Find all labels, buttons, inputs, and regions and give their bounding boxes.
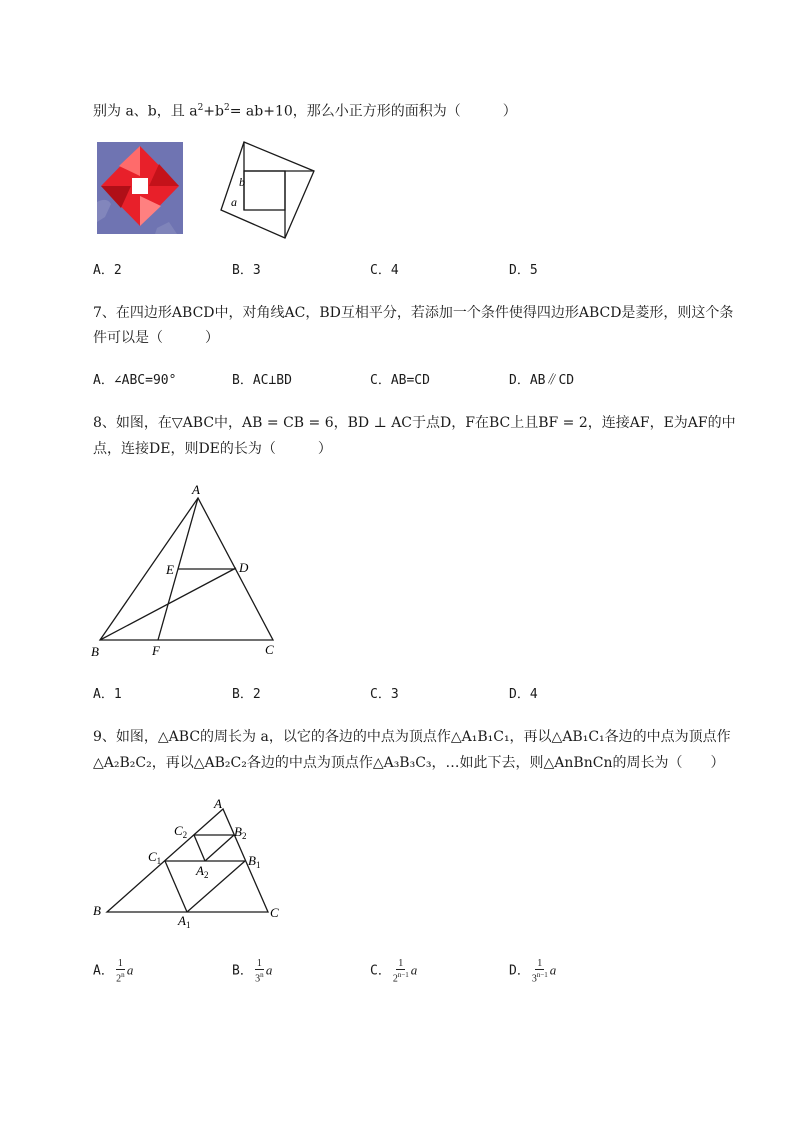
q8-option-c[interactable]: C．3: [370, 687, 399, 702]
q8-stem-line2: 点，连接DE，则DE的长为（ ）: [93, 441, 332, 457]
fraction: $\frac{1}{3^{n-1}}$: [531, 958, 548, 985]
q7-stem-line2: 件可以是（ ）: [93, 330, 219, 346]
q9-label-c1: $C_1$: [148, 849, 162, 866]
q8-stem-line1: 8、如图，在▽ABC中，AB = CB = 6，BD ⊥ AC于点D，F在BC上且BF = 2，连接AF，E为AF的中: [93, 415, 736, 431]
pinwheel-image: [97, 142, 183, 234]
q9-option-a[interactable]: A． $\frac{1}{2^n}$ a: [93, 958, 134, 985]
label-b: b: [239, 175, 245, 189]
fraction: $\frac{1}{2^{n-1}}$: [392, 958, 409, 985]
q9-label-b2: $B_2$: [234, 824, 247, 841]
q9-triangle-figure: [90, 795, 290, 935]
q9-stem-line2: △A₂B₂C₂，再以△AB₂C₂各边的中点为顶点作△A₃B₃C₃，…如此下去，则△AnBnCn的周长为（ ）: [93, 755, 725, 771]
q8-label-a: A: [192, 482, 200, 497]
q7-option-d[interactable]: D．AB∥CD: [509, 373, 575, 388]
q7-option-b[interactable]: B．AC⊥BD: [232, 373, 292, 388]
q6-option-c[interactable]: C．4: [370, 263, 399, 278]
q9-label-a1: $A_1$: [178, 913, 191, 930]
q9-label-c2: $C_2$: [174, 823, 188, 840]
q8-label-f: F: [152, 643, 160, 658]
q8-option-b[interactable]: B．2: [232, 687, 261, 702]
q8-label-c: C: [265, 642, 274, 657]
q9-label-a2: $A_2$: [196, 863, 209, 880]
q9-label-c: C: [270, 905, 279, 920]
q8-option-d[interactable]: D．4: [509, 687, 538, 702]
q9-label-b1: $B_1$: [248, 853, 261, 870]
q6-option-d[interactable]: D．5: [509, 263, 538, 278]
q6-stem: 别为 a、b，且 $a^2+b^2= ab+10$，那么小正方形的面积为（ ）: [93, 103, 517, 120]
q9-stem-line1: 9、如图，△ABC的周长为 a，以它的各边的中点为顶点作△A₁B₁C₁，再以△AB₁C₁各边的中点为顶点作: [93, 729, 731, 745]
q9-option-d[interactable]: D． $\frac{1}{3^{n-1}}$ a: [509, 958, 557, 985]
q9-label-a: A: [214, 796, 222, 811]
square-figure: [218, 140, 318, 240]
q9-option-c[interactable]: C． $\frac{1}{2^{n-1}}$ a: [370, 958, 418, 985]
q7-option-c[interactable]: C．AB=CD: [370, 373, 430, 388]
q6-option-a[interactable]: A．2: [93, 263, 122, 278]
q8-label-d: D: [239, 560, 249, 575]
q8-label-e: E: [166, 562, 174, 577]
q7-stem-line1: 7、在四边形ABCD中，对角线AC，BD互相平分，若添加一个条件使得四边形ABCD是菱形，则这个条: [93, 305, 734, 321]
q8-option-a[interactable]: A．1: [93, 687, 122, 702]
q8-label-b: B: [91, 644, 99, 659]
q6-option-b[interactable]: B．3: [232, 263, 261, 278]
q7-option-a[interactable]: A．∠ABC=90°: [93, 373, 177, 388]
fraction: $\frac{1}{3^n}$: [255, 958, 264, 985]
q9-option-b[interactable]: B． $\frac{1}{3^n}$ a: [232, 958, 273, 985]
fraction: $\frac{1}{2^n}$: [116, 958, 125, 985]
q9-label-b: B: [93, 903, 101, 918]
label-a: a: [231, 195, 237, 209]
q8-triangle-figure: [90, 480, 290, 660]
